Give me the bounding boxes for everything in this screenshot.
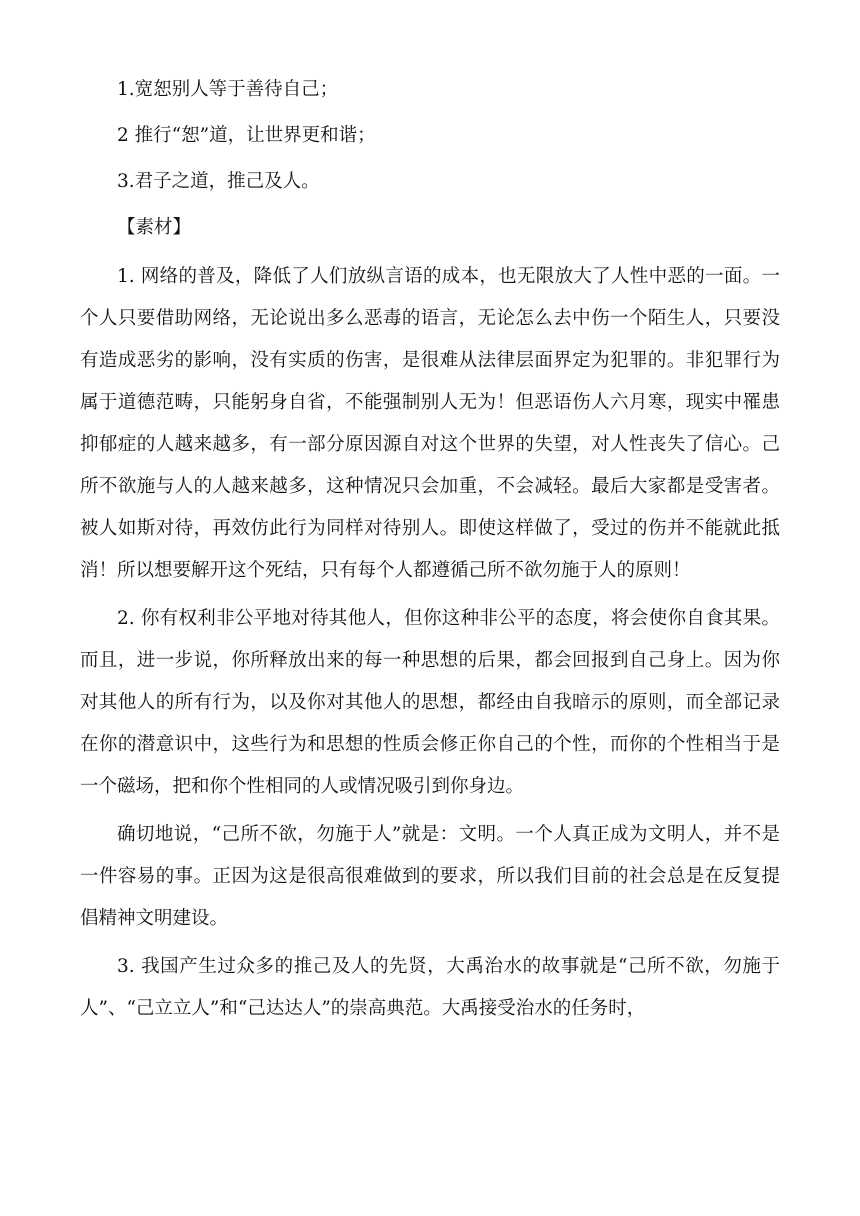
paragraph-1: 1. 网络的普及，降低了人们放纵言语的成本，也无限放大了人性中恶的一面。一个人只要借助网络，无论说出多么恶毒的语言，无论怎么去中伤一个陌生人，只要没有造成恶劣的影响，没有实质的伤害，是很难从法律层面界定为犯罪的。非犯罪行为属于道德范畴，只能躬身自省，不能强制别人无为！但恶语伤人六月寒，现实中罹患抑郁症的人越来越多，有一部分原因源自对这个世界的失望，对人性丧失了信心。己所不欲施与人的人越来越多，这种情况只会加重，不会减轻。最后大家都是受害者。被人如斯对待，再效仿此行为同样对待别人。即使这样做了，受过的伤并不能就此抵消！所以想要解开这个死结，只有每个人都遵循己所不欲勿施于人的原则！	[80, 266, 780, 581]
section-heading: 【素材】	[117, 217, 192, 238]
paragraph-3: 确切地说，“己所不欲，勿施于人”就是：文明。一个人真正成为文明人，并不是一件容易的事。正因为这是很高很难做到的要求，所以我们目前的社会总是在反复提倡精神文明建设。	[80, 824, 780, 929]
paragraph-4: 3. 我国产生过众多的推己及人的先贤，大禹治水的故事就是“己所不欲，勿施于人”、“己立立人”和“己达达人”的崇高典范。大禹接受治水的任务时，	[80, 956, 780, 1019]
document-page	[80, 72, 780, 1030]
point-2: 2 推行“恕”道，让世界更和谐；	[117, 125, 376, 146]
paragraph-2: 2. 你有权利非公平地对待其他人，但你这种非公平的态度，将会使你自食其果。而且，进一步说，你所释放出来的每一种思想的后果，都会回报到自己身上。因为你对其他人的所有行为，以及你对其他人的思想，都经由自我暗示的原则，而全部记录在你的潜意识中，这些行为和思想的性质会修正你自己的个性，而你的个性相当于是一个磁场，把和你个性相同的人或情况吸引到你身边。	[80, 608, 780, 797]
point-3: 3.君子之道，推己及人。	[117, 171, 320, 192]
point-1: 1.宽恕别人等于善待自己；	[117, 79, 339, 100]
